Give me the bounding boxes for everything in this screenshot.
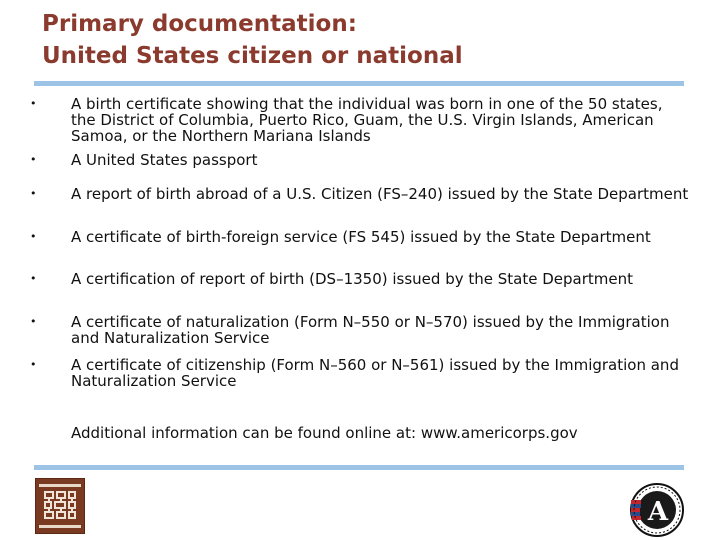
bullet-icon: • bbox=[30, 230, 37, 243]
bullet-icon: • bbox=[30, 315, 37, 328]
svg-text:A: A bbox=[647, 497, 669, 527]
documentation-list bbox=[30, 96, 690, 400]
slide-title bbox=[42, 8, 692, 72]
title-line-2: United States citizen or national bbox=[42, 43, 463, 69]
bullet-icon: • bbox=[30, 153, 37, 166]
list-item-text: A certificate of naturalization (Form N–550 or N–570) issued by the Immigration and Naturalization Service bbox=[71, 313, 670, 347]
list-item-text: A report of birth abroad of a U.S. Citizen (FS–240) issued by the State Department bbox=[71, 185, 689, 203]
massachusetts-service-alliance-logo bbox=[35, 478, 85, 534]
list-item bbox=[30, 186, 690, 229]
list-item bbox=[30, 271, 690, 314]
list-item bbox=[30, 357, 690, 400]
title-line-1: Primary documentation: bbox=[42, 11, 357, 37]
list-item bbox=[30, 314, 690, 357]
list-item-text: A United States passport bbox=[71, 151, 258, 169]
bullet-icon: • bbox=[30, 272, 37, 285]
list-item bbox=[30, 96, 690, 152]
bottom-divider bbox=[34, 465, 684, 470]
americorps-logo bbox=[629, 482, 685, 538]
bullet-icon: • bbox=[30, 187, 37, 200]
logo-bottom-text-band bbox=[39, 525, 81, 528]
top-divider bbox=[34, 81, 684, 86]
list-item bbox=[30, 152, 690, 186]
bullet-icon: • bbox=[30, 358, 37, 371]
additional-info-note: Additional information can be found online at: www.americorps.gov bbox=[71, 424, 578, 442]
list-item-text: A birth certificate showing that the individual was born in one of the 50 states, the District of Columbia, Puerto Rico, Guam, the U.S. Virgin Islands, American Samoa, or the Northern Mariana Islands bbox=[71, 95, 663, 145]
list-item bbox=[30, 229, 690, 271]
list-item-text: A certification of report of birth (DS–1350) issued by the State Department bbox=[71, 270, 633, 288]
bullet-icon: • bbox=[30, 97, 37, 110]
list-item-text: A certificate of birth-foreign service (FS 545) issued by the State Department bbox=[71, 228, 651, 246]
list-item-text: A certificate of citizenship (Form N–560 or N–561) issued by the Immigration and Naturalization Service bbox=[71, 356, 679, 390]
